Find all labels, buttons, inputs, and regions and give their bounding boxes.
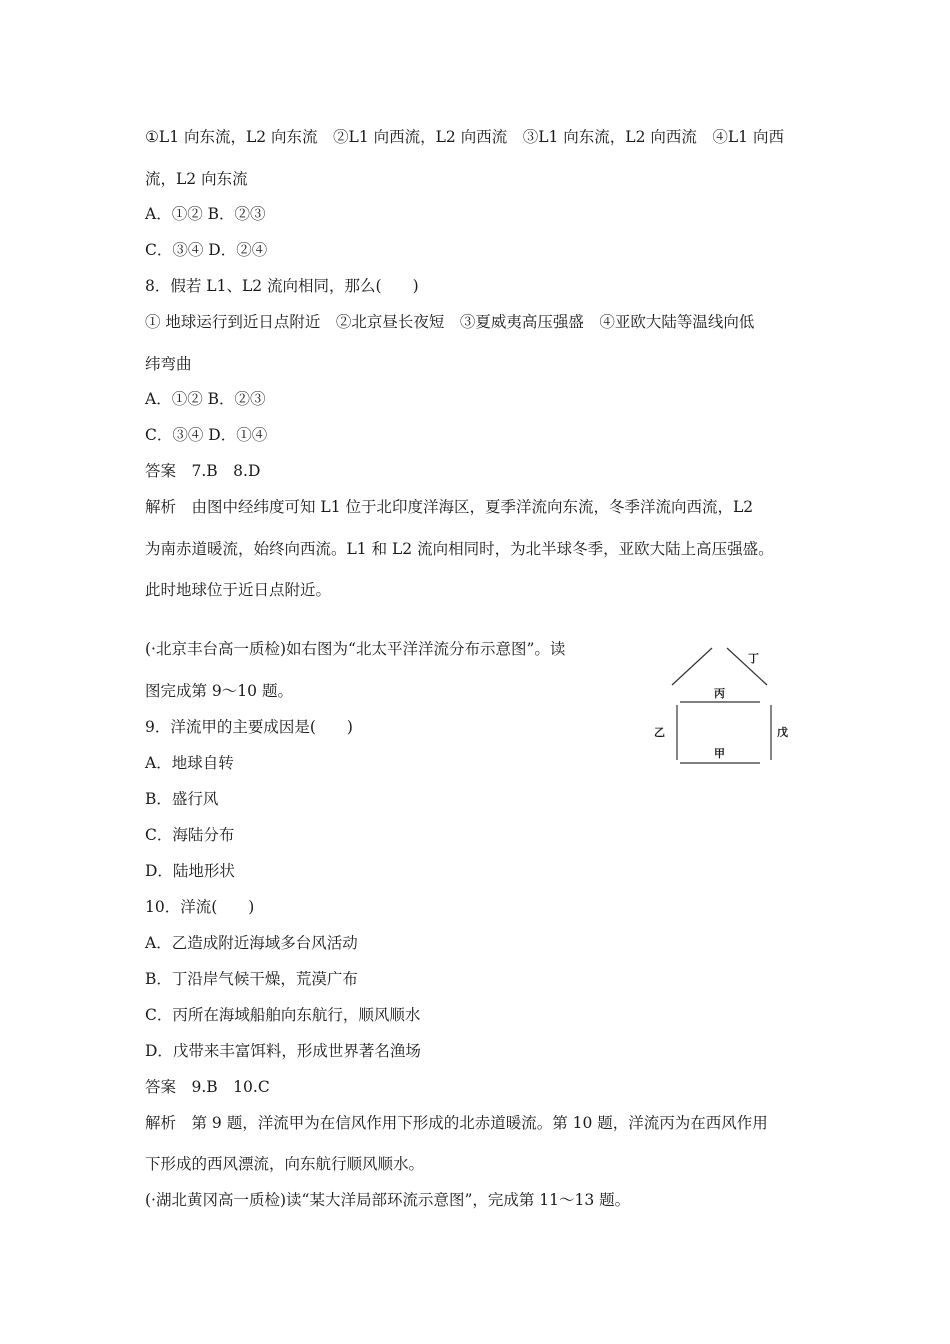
- q8-options-line1: ① 地球运行到近日点附近 ②北京昼长夜短 ③夏威夷高压强盛 ④亚欧大陆等温线向低: [145, 313, 755, 331]
- analysis-7-8-line2: 为南赤道暖流，始终向西流。L1 和 L2 流向相同时，为北半球冬季，亚欧大陆上高压强盛。: [145, 540, 774, 558]
- analysis-9-10-line2: 下形成的西风漂流，向东航行顺风顺水。: [145, 1155, 425, 1173]
- answer-9-10: 答案 9.B 10.C: [145, 1078, 270, 1096]
- analysis-7-8-line3: 此时地球位于近日点附近。: [145, 581, 332, 599]
- q9-option-b: B．盛行风: [145, 790, 219, 808]
- q9-stem: 9．洋流甲的主要成因是( ): [145, 718, 353, 736]
- q7-options-line1: ①L1 向东流，L2 向东流 ②L1 向西流，L2 向西流 ③L1 向东流，L2 向西流 ④L1 向西: [145, 128, 784, 146]
- label-wu: 戊: [777, 726, 788, 739]
- q10-stem: 10．洋流( ): [145, 898, 255, 916]
- q7-choices-cd: C．③④ D．②④: [145, 241, 268, 259]
- q9-option-c: C．海陆分布: [145, 826, 235, 844]
- q10-option-c: C．丙所在海域船舶向东航行，顺风顺水: [145, 1006, 421, 1024]
- label-ding: 丁: [748, 652, 759, 665]
- q7-choices-ab: A．①② B．②③: [145, 205, 266, 223]
- current-line-northwest: [672, 648, 712, 685]
- q10-option-b: B．丁沿岸气候干燥，荒漠广布: [145, 970, 358, 988]
- label-yi: 乙: [654, 726, 665, 739]
- q8-choices-ab: A．①② B．②③: [145, 390, 266, 408]
- intro-9-10-line1: (·北京丰台高一质检)如右图为“北太平洋洋流分布示意图”。读: [145, 640, 566, 658]
- intro-9-10-line2: 图完成第 9～10 题。: [145, 682, 293, 700]
- ocean-current-diagram: [654, 642, 805, 772]
- label-bing: 丙: [714, 687, 725, 700]
- q7-options-line2: 流，L2 向东流: [145, 170, 248, 188]
- q10-option-d: D．戊带来丰富饵料，形成世界著名渔场: [145, 1042, 421, 1060]
- label-jia: 甲: [714, 747, 725, 760]
- q10-option-a: A．乙造成附近海域多台风活动: [145, 934, 358, 952]
- q9-option-a: A．地球自转: [145, 754, 234, 772]
- analysis-7-8-line1: 解析 由图中经纬度可知 L1 位于北印度洋海区，夏季洋流向东流，冬季洋流向西流，L2: [145, 498, 754, 516]
- q8-stem: 8．假若 L1、L2 流向相同，那么( ): [145, 277, 419, 295]
- current-line-ding: [727, 648, 767, 685]
- q8-options-line2: 纬弯曲: [145, 355, 192, 373]
- answer-7-8: 答案 7.B 8.D: [145, 462, 261, 480]
- intro-11-13: (·湖北黄冈高一质检)读“某大洋局部环流示意图”，完成第 11～13 题。: [145, 1191, 631, 1209]
- q8-choices-cd: C．③④ D．①④: [145, 426, 268, 444]
- diagram-lines: [660, 642, 805, 772]
- analysis-9-10-line1: 解析 第 9 题，洋流甲为在信风作用下形成的北赤道暖流。第 10 题，洋流丙为在西风作用: [145, 1114, 768, 1132]
- q9-option-d: D．陆地形状: [145, 862, 235, 880]
